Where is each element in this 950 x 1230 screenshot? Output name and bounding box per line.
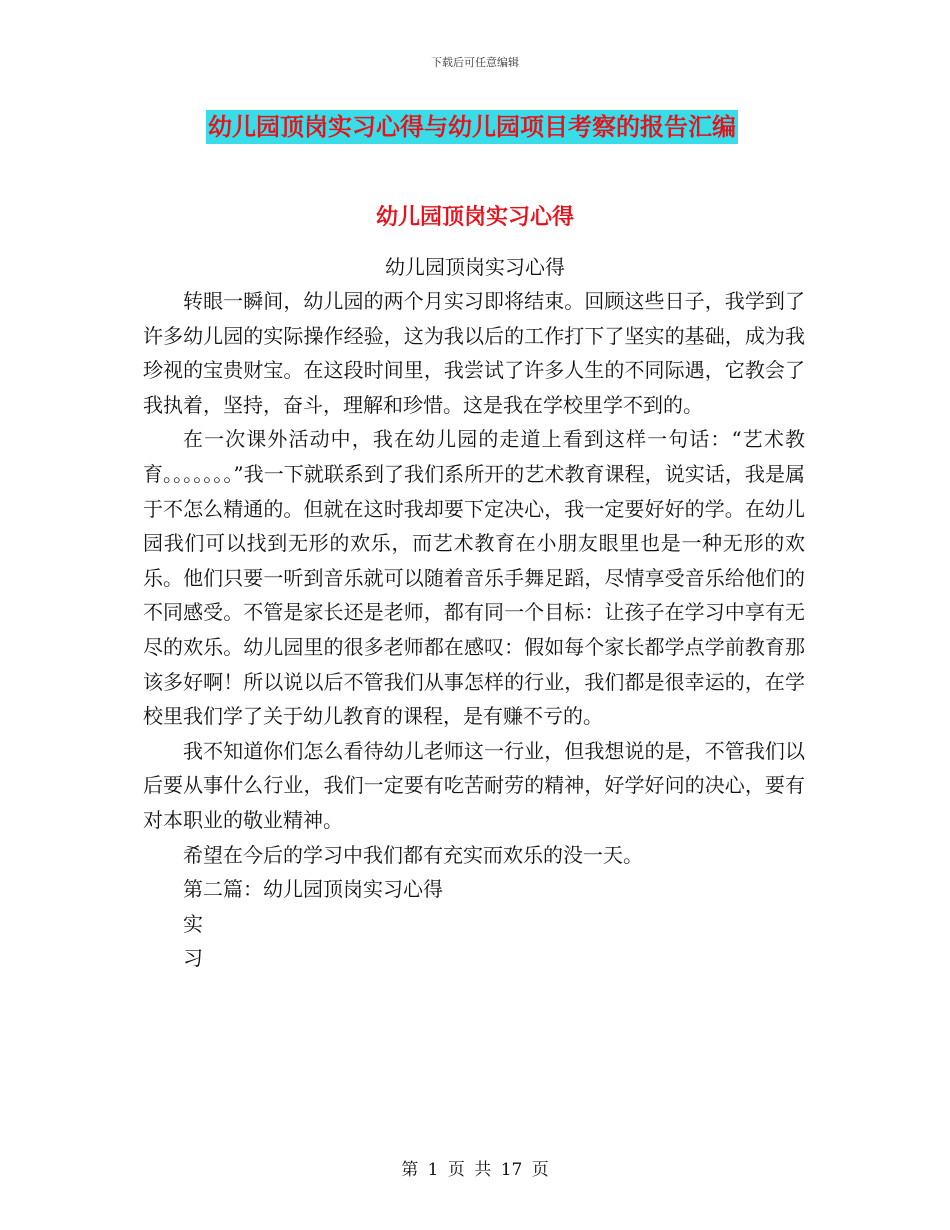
paragraph-1: 转眼一瞬间，幼儿园的两个月实习即将结束。回顾这些日子，我学到了许多幼儿园的实际操作经验，这为我以后的工作打下了坚实的基础，成为我珍视的宝贵财宝。在这段时间里，我尝试了许多人生的不同际遇，它教会了我执着，坚持，奋斗，理解和珍惜。这是我在学校里学不到的。 <box>143 289 805 417</box>
header-note: 下载后可任意编辑 <box>431 56 519 69</box>
paragraph-7: 习 <box>183 946 203 971</box>
paragraph-4: 希望在今后的学习中我们都有充实而欢乐的没一天。 <box>183 842 643 867</box>
paragraph-3: 我不知道你们怎么看待幼儿老师这一行业，但我想说的是，不管我们以后要从事什么行业，我们一定要有吃苦耐劳的精神，好学好问的决心，要有对本职业的敬业精神。 <box>143 738 805 832</box>
sub-title: 幼儿园顶岗实习心得 <box>385 255 565 279</box>
paragraph-6: 实 <box>183 911 203 936</box>
document-title: 幼儿园顶岗实习心得与幼儿园项目考察的报告汇编 <box>206 110 738 144</box>
paragraph-2: 在一次课外活动中，我在幼儿园的走道上看到这样一句话：“艺术教育。。。。。。。”我一下就联系到了我们系所开的艺术教育课程，说实话，我是属于不怎么精通的。但就在这时我却要下定决心，我一定要好好的学。在幼儿园我们可以找到无形的欢乐，而艺术教育在小朋友眼里也是一种无形的欢乐。他们只要一听到音乐就可以随着音乐手舞足蹈，尽情享受音乐给他们的不同感受。不管是家长还是老师，都有同一个目标：让孩子在学习中享有无尽的欢乐。幼儿园里的很多老师都在感叹：假如每个家长都学点学前教育那该多好啊！所以说以后不管我们从事怎样的行业，我们都是很幸运的，在学校里我们学了关于幼儿教育的课程，是有赚不亏的。 <box>143 427 805 729</box>
paragraph-5: 第二篇：幼儿园顶岗实习心得 <box>183 877 443 902</box>
page-number: 第 1 页 共 17 页 <box>401 1160 549 1180</box>
section-title: 幼儿园顶岗实习心得 <box>375 204 574 230</box>
body-text <box>143 284 805 976</box>
